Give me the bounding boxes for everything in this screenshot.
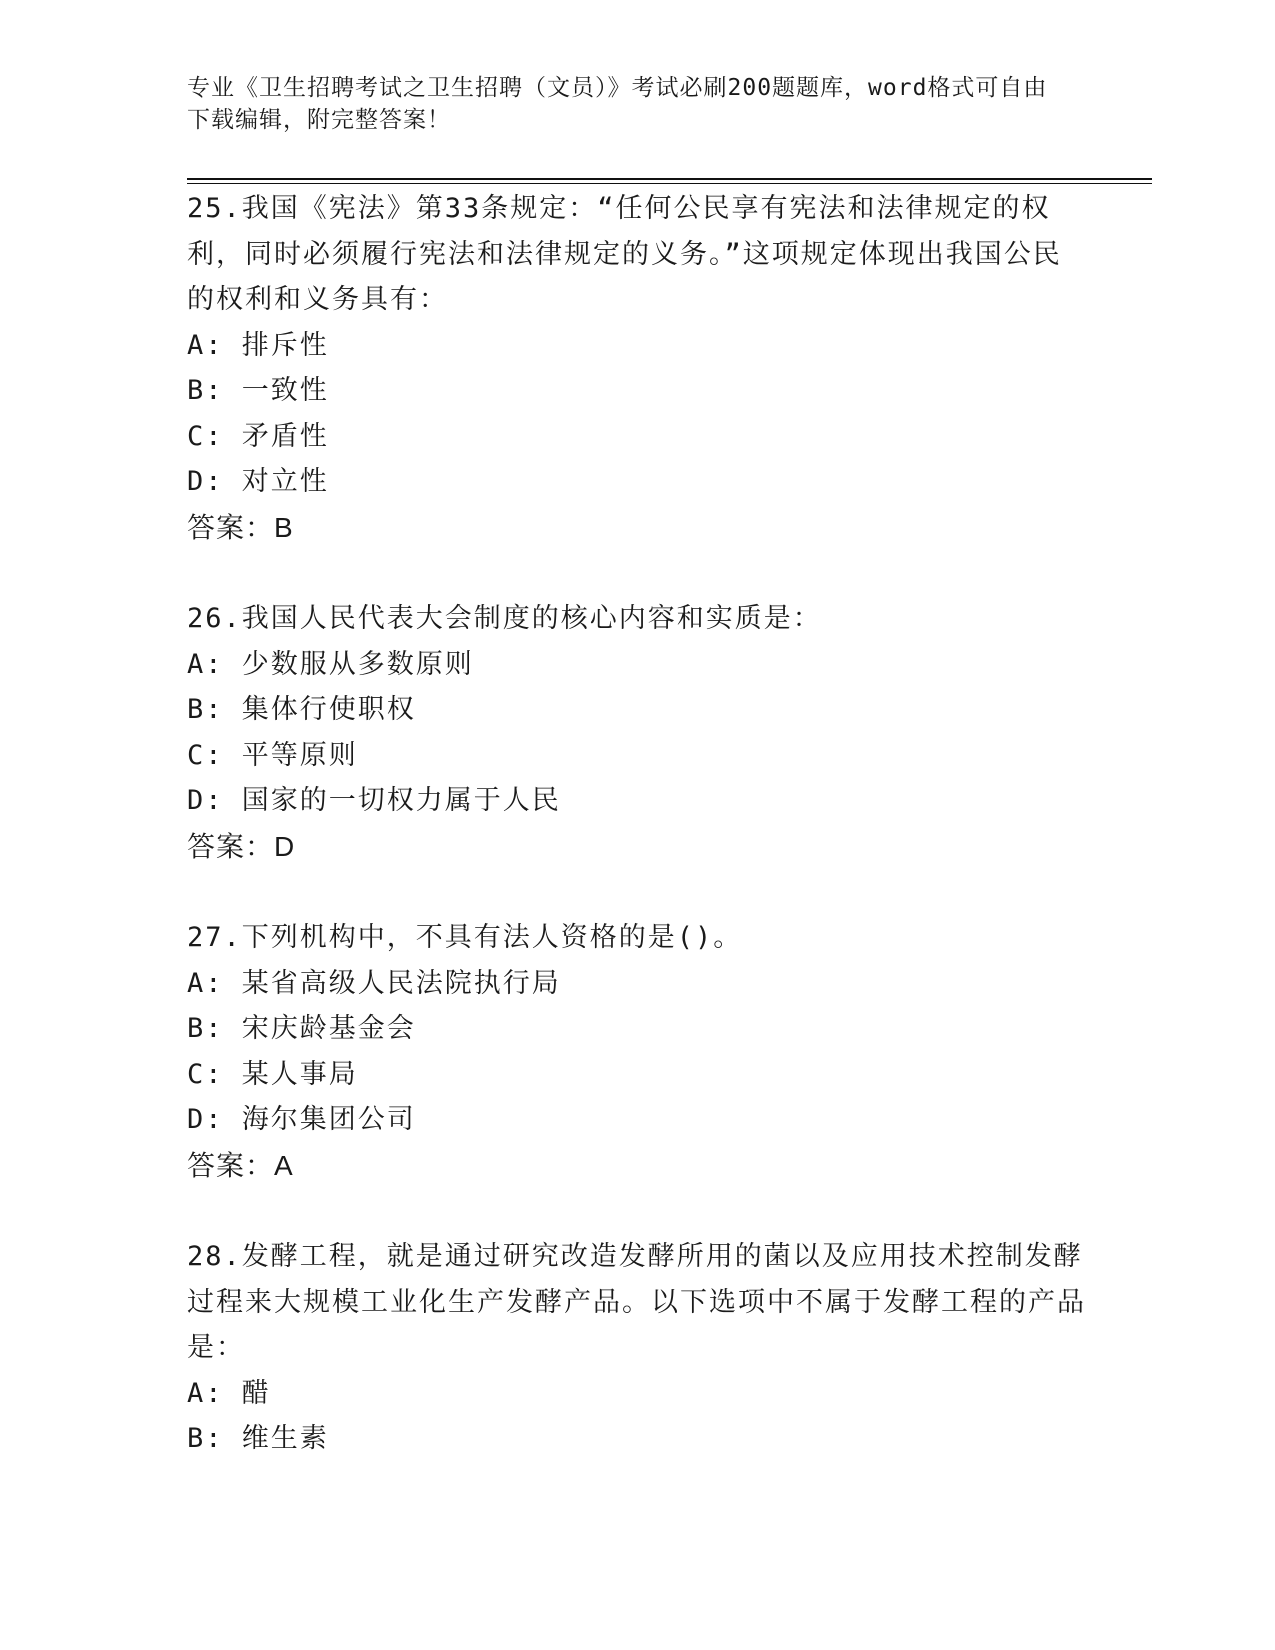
- option-d: D: 国家的一切权力属于人民: [187, 785, 561, 816]
- answer-line: 答案：A: [187, 1149, 294, 1181]
- option-c: C: 矛盾性: [187, 420, 329, 452]
- question-stem: 25.我国《宪法》第33条规定：“任何公民享有宪法和法律规定的权利，同时必须履行宪法和法律规定的义务。”这项规定体现出我国公民的权利和义务具有：: [187, 193, 1062, 315]
- option-d: D: 海尔集团公司: [187, 1104, 416, 1135]
- option-c: C: 平等原则: [187, 739, 358, 771]
- option-a: A: 排斥性: [187, 329, 329, 361]
- question-list: [187, 186, 1087, 1462]
- answer-line: 答案：D: [187, 830, 296, 862]
- question-28: [187, 1234, 1087, 1462]
- header-rule-bottom: [187, 183, 1152, 184]
- header-rule-top: [187, 178, 1152, 180]
- option-a: A: 醋: [187, 1377, 271, 1409]
- question-26: [187, 596, 1087, 869]
- option-b: B: 维生素: [187, 1423, 329, 1454]
- option-b: B: 一致性: [187, 375, 329, 406]
- option-d: D: 对立性: [187, 466, 329, 497]
- answer-line: 答案：B: [187, 511, 294, 543]
- option-c: C: 某人事局: [187, 1058, 358, 1090]
- option-b: B: 宋庆龄基金会: [187, 1013, 416, 1044]
- question-25: [187, 186, 1087, 550]
- question-stem: 26.我国人民代表大会制度的核心内容和实质是：: [187, 603, 822, 634]
- question-27: [187, 915, 1087, 1188]
- question-stem: 28.发酵工程，就是通过研究改造发酵所用的菌以及应用技术控制发酵过程来大规模工业化生产发酵产品。以下选项中不属于发酵工程的产品是：: [187, 1241, 1086, 1363]
- option-a: A: 某省高级人民法院执行局: [187, 967, 561, 999]
- question-stem: 27.下列机构中，不具有法人资格的是()。: [187, 922, 743, 953]
- option-a: A: 少数服从多数原则: [187, 648, 474, 680]
- header-intro: 专业《卫生招聘考试之卫生招聘（文员）》考试必刷200题题库，word格式可自由下载编辑，附完整答案！: [187, 75, 1048, 133]
- option-b: B: 集体行使职权: [187, 694, 416, 725]
